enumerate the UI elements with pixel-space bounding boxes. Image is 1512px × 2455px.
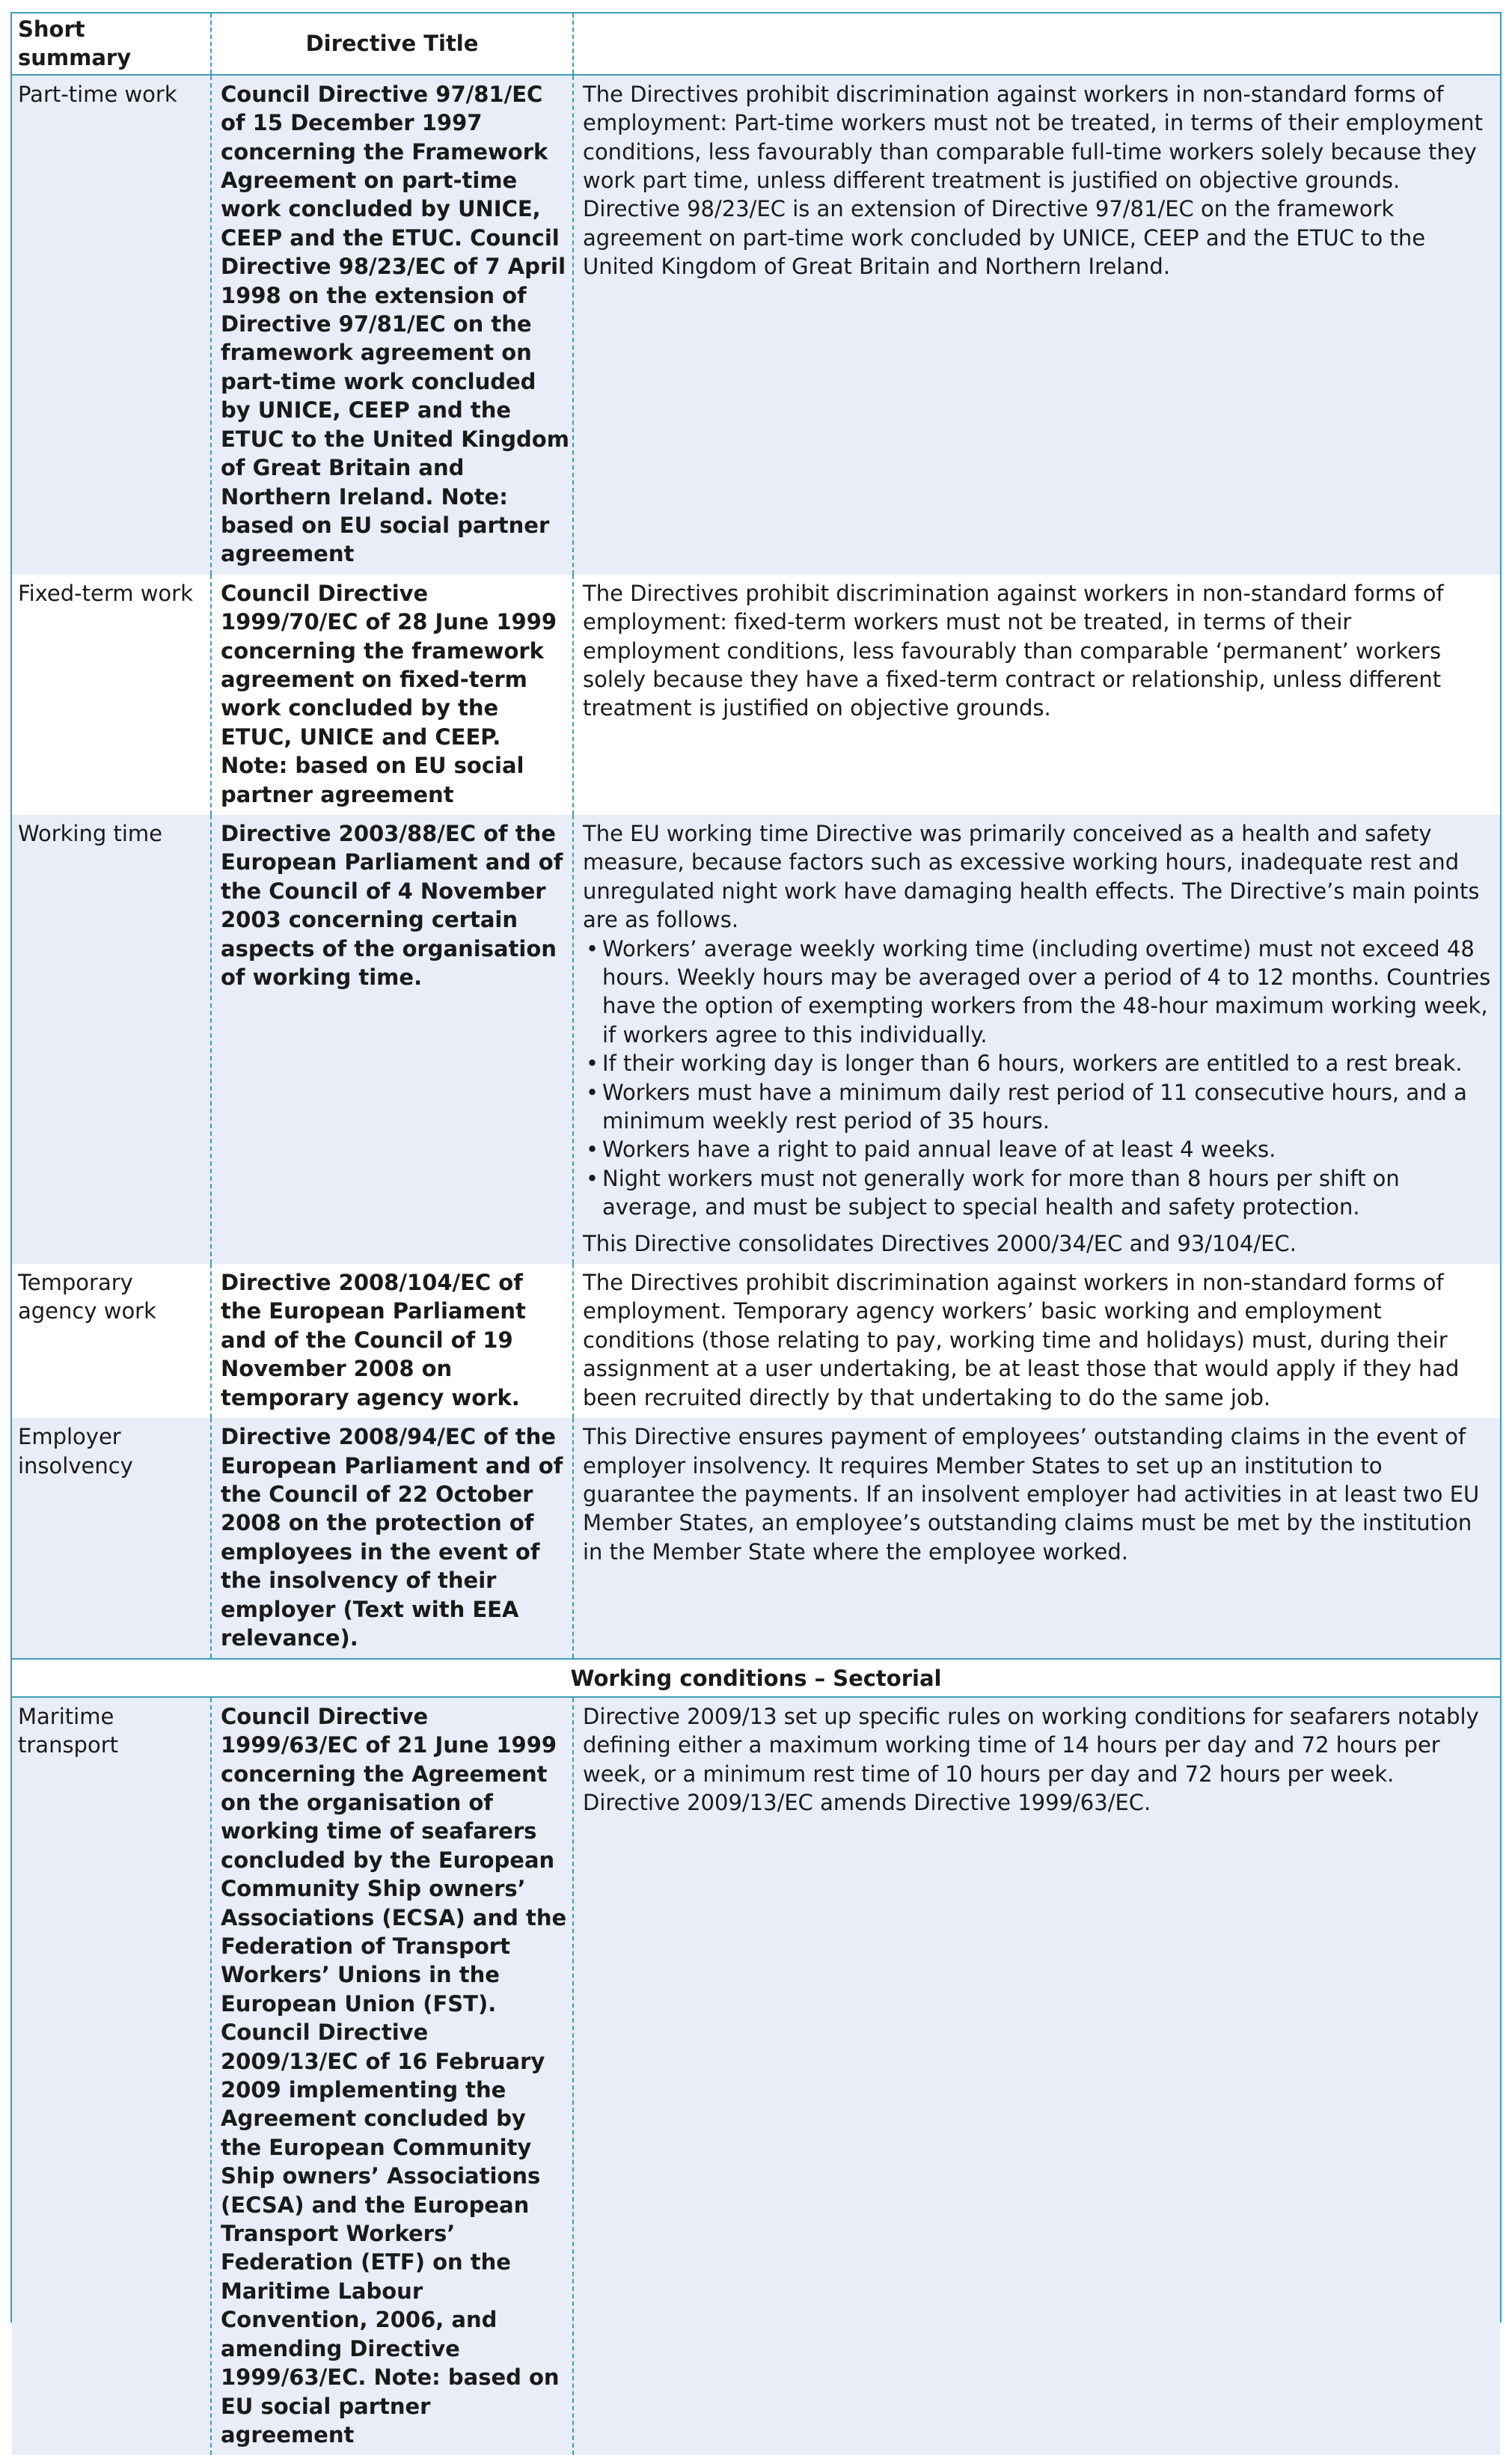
table-row xyxy=(12,1264,1500,1418)
row-directive-title: Council Directive 97/81/EC of 15 December 1997 concerning the Framework Agreement on part-time work concluded by UNICE, CEEP and the ETUC. Council Directive 98/23/EC of 7 April 1998 on the extension of Directive 97/81/EC on the framework agreement on part-time work concluded by UNICE, CEEP and the ETUC to the United Kingdom of Great Britain and Northern Ireland. Note: based on EU social partner agreement xyxy=(211,75,573,575)
row-directive-title: Council Directive 1999/70/EC of 28 June 1999 concerning the framework agreement on fixed-term work concluded by the ETUC, UNICE and CEEP. Note: based on EU social partner agreement xyxy=(211,575,573,815)
row-description-note: This Directive consolidates Directives 2000/34/EC and 93/104/EC. xyxy=(583,1230,1297,1256)
row-description: The Directives prohibit discrimination against workers in non-standard forms of employment. Temporary agency workers’ basic working and employment conditions (those relating to pay, working time and holidays) must, during their assignment at a user undertaking, be at least those that would apply if they had been recruited directly by that undertaking to do the same job. xyxy=(573,1264,1500,1418)
bullet-item: • Workers have a right to paid annual leave of at least 4 weeks. xyxy=(583,1135,1494,1164)
row-description: The EU working time Directive was primarily conceived as a health and safety measure, because factors such as excessive working hours, inadequate rest and unregulated night work have damaging health effects. The Directive’s main points are as follows. xyxy=(583,820,1480,933)
row-directive-title: Council Directive 1999/63/EC of 21 June 1999 concerning the Agreement on the organisation of working time of seafarers concluded by the European Community Ship owners’ Associations (ECSA) and the Federation of Transport Workers’ Unions in the European Union (FST). Council Directive 2009/13/EC of 16 February 2009 implementing the Agreement concluded by the European Community Ship owners’ Associations (ECSA) and the European Transport Workers’ Federation (ETF) on the Maritime Labour Convention, 2006, and amending Directive 1999/63/EC. Note: based on EU social partner agreement xyxy=(211,1697,573,2455)
row-summary: Employer insolvency xyxy=(12,1418,211,1659)
table-row xyxy=(12,815,1500,1264)
section-row xyxy=(12,1659,1500,1696)
header-description xyxy=(573,13,1500,75)
row-directive-title: Directive 2008/94/EC of the European Parliament and of the Council of 22 October 2008 on the protection of employees in the event of the insolvency of their employer (Text with EEA relevance). xyxy=(211,1418,573,1659)
bullet-item: • Workers must have a minimum daily rest period of 11 consecutive hours, and a minimum weekly rest period of 35 hours. xyxy=(583,1078,1494,1136)
row-summary: Temporary agency work xyxy=(12,1264,211,1418)
row-directive-title: Directive 2008/104/EC of the European Parliament and of the Council of 19 November 2008 on temporary agency work. xyxy=(211,1264,573,1418)
row-summary: Part-time work xyxy=(12,75,211,575)
row-summary: Working time xyxy=(12,815,211,1264)
row-summary: Fixed-term work xyxy=(12,575,211,815)
table-row xyxy=(12,1418,1500,1659)
row-description: The Directives prohibit discrimination against workers in non-standard forms of employment: Part-time workers must not be treated, in terms of their employment conditions, less favourably than comparable full-time workers solely because they work part time, unless different treatment is justified on objective grounds. Directive 98/23/EC is an extension of Directive 97/81/EC on the framework agreement on part-time work concluded by UNICE, CEEP and the ETUC to the United Kingdom of Great Britain and Northern Ireland. xyxy=(573,75,1500,575)
row-directive-title: Directive 2003/88/EC of the European Parliament and of the Council of 4 November 2003 concerning certain aspects of the organisation of working time. xyxy=(211,815,573,1264)
table-row xyxy=(12,1697,1500,2455)
header-short-summary: Short summary xyxy=(12,13,211,75)
bullet-item: • If their working day is longer than 6 hours, workers are entitled to a rest break. xyxy=(583,1049,1494,1077)
section-title: Working conditions – Sectorial xyxy=(12,1659,1500,1696)
row-description-block xyxy=(573,815,1500,1264)
header-row xyxy=(12,13,1500,75)
bullet-list xyxy=(583,935,1494,1222)
header-directive-title: Directive Title xyxy=(211,13,573,75)
bullet-item: • Workers’ average weekly working time (including overtime) must not exceed 48 hours. Weekly hours may be averaged over a period of 4 to 12 months. Countries have the option of exempting workers from the 48-hour maximum working week, if workers agree to this individually. xyxy=(583,935,1494,1050)
row-description: This Directive ensures payment of employees’ outstanding claims in the event of employer insolvency. It requires Member States to set up an institution to guarantee the payments. If an insolvent employer had activities in at least two EU Member States, an employee’s outstanding claims must be met by the institution in the Member State where the employee worked. xyxy=(573,1418,1500,1659)
table-row xyxy=(12,575,1500,815)
table-row xyxy=(12,75,1500,575)
directives-table xyxy=(12,13,1500,2455)
bullet-item: • Night workers must not generally work for more than 8 hours per shift on average, and must be subject to special health and safety protection. xyxy=(583,1164,1494,1222)
row-description: The Directives prohibit discrimination against workers in non-standard forms of employment: fixed-term workers must not be treated, in terms of their employment conditions, less favourably than comparable ‘permanent’ workers solely because they have a fixed-term contract or relationship, unless different treatment is justified on objective grounds. xyxy=(573,575,1500,815)
directives-table-frame xyxy=(10,12,1502,2448)
row-summary: Maritime transport xyxy=(12,1697,211,2455)
row-description: Directive 2009/13 set up specific rules on working conditions for seafarers notably defining either a maximum working time of 14 hours per day and 72 hours per week, or a minimum rest time of 10 hours per day and 72 hours per week. Directive 2009/13/EC amends Directive 1999/63/EC. xyxy=(573,1697,1500,2455)
